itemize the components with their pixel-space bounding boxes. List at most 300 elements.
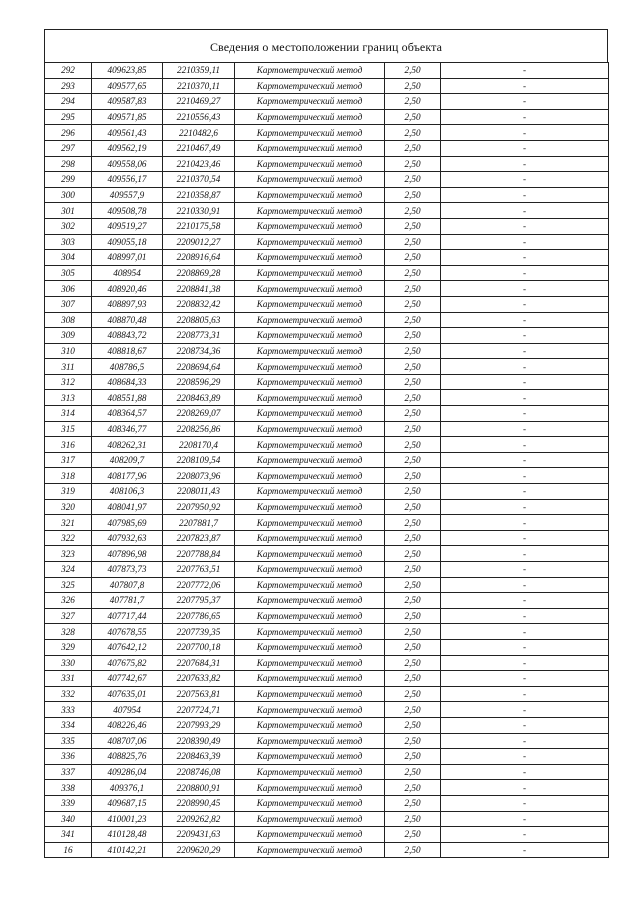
- cell-accuracy: 2,50: [385, 624, 441, 640]
- cell-y-coordinate: 2208832,42: [163, 296, 235, 312]
- cell-y-coordinate: 2210423,46: [163, 156, 235, 172]
- cell-accuracy: 2,50: [385, 421, 441, 437]
- table-row: [45, 234, 609, 250]
- cell-description: -: [441, 359, 609, 375]
- table-row: [45, 795, 609, 811]
- cell-x-coordinate: 408997,01: [92, 250, 163, 266]
- cell-point-number: 329: [45, 639, 92, 655]
- cell-point-number: 334: [45, 717, 92, 733]
- cell-method: Картометрический метод: [235, 218, 385, 234]
- cell-method: Картометрический метод: [235, 328, 385, 344]
- cell-x-coordinate: 409562,19: [92, 140, 163, 156]
- cell-y-coordinate: 2210370,11: [163, 78, 235, 94]
- cell-x-coordinate: 408825,76: [92, 749, 163, 765]
- cell-y-coordinate: 2209431,63: [163, 827, 235, 843]
- cell-y-coordinate: 2208800,91: [163, 780, 235, 796]
- cell-description: -: [441, 187, 609, 203]
- cell-method: Картометрический метод: [235, 842, 385, 858]
- cell-x-coordinate: 407781,7: [92, 593, 163, 609]
- cell-accuracy: 2,50: [385, 296, 441, 312]
- cell-method: Картометрический метод: [235, 639, 385, 655]
- cell-x-coordinate: 408954: [92, 265, 163, 281]
- cell-point-number: 300: [45, 187, 92, 203]
- table-row: [45, 437, 609, 453]
- cell-x-coordinate: 408818,67: [92, 343, 163, 359]
- cell-description: -: [441, 842, 609, 858]
- cell-description: -: [441, 203, 609, 219]
- cell-point-number: 302: [45, 218, 92, 234]
- cell-x-coordinate: 408786,5: [92, 359, 163, 375]
- cell-x-coordinate: 407635,01: [92, 686, 163, 702]
- cell-description: -: [441, 452, 609, 468]
- cell-point-number: 337: [45, 764, 92, 780]
- cell-y-coordinate: 2209620,29: [163, 842, 235, 858]
- cell-method: Картометрический метод: [235, 717, 385, 733]
- table-row: [45, 421, 609, 437]
- cell-y-coordinate: 2210469,27: [163, 94, 235, 110]
- cell-point-number: 331: [45, 671, 92, 687]
- cell-description: -: [441, 608, 609, 624]
- table-row: [45, 842, 609, 858]
- cell-y-coordinate: 2208073,96: [163, 468, 235, 484]
- cell-x-coordinate: 409587,83: [92, 94, 163, 110]
- cell-accuracy: 2,50: [385, 63, 441, 79]
- cell-method: Картометрический метод: [235, 608, 385, 624]
- table-row: [45, 156, 609, 172]
- cell-point-number: 325: [45, 577, 92, 593]
- cell-description: -: [441, 437, 609, 453]
- table-row: [45, 499, 609, 515]
- cell-accuracy: 2,50: [385, 499, 441, 515]
- cell-description: -: [441, 749, 609, 765]
- cell-x-coordinate: 409376,1: [92, 780, 163, 796]
- cell-description: -: [441, 374, 609, 390]
- cell-point-number: 309: [45, 328, 92, 344]
- cell-x-coordinate: 409286,04: [92, 764, 163, 780]
- cell-accuracy: 2,50: [385, 484, 441, 500]
- table-body: [45, 63, 609, 858]
- cell-description: -: [441, 702, 609, 718]
- cell-point-number: 292: [45, 63, 92, 79]
- cell-method: Картометрический метод: [235, 63, 385, 79]
- cell-description: -: [441, 795, 609, 811]
- cell-y-coordinate: 2209262,82: [163, 811, 235, 827]
- cell-y-coordinate: 2210482,6: [163, 125, 235, 141]
- table-row: [45, 764, 609, 780]
- cell-description: -: [441, 421, 609, 437]
- cell-y-coordinate: 2208463,89: [163, 390, 235, 406]
- table-row: [45, 639, 609, 655]
- cell-y-coordinate: 2207772,06: [163, 577, 235, 593]
- table-row: [45, 374, 609, 390]
- cell-accuracy: 2,50: [385, 125, 441, 141]
- cell-method: Картометрический метод: [235, 125, 385, 141]
- cell-method: Картометрический метод: [235, 530, 385, 546]
- cell-description: -: [441, 780, 609, 796]
- cell-x-coordinate: 408870,48: [92, 312, 163, 328]
- cell-y-coordinate: 2210370,54: [163, 172, 235, 188]
- cell-accuracy: 2,50: [385, 250, 441, 266]
- table-row: [45, 780, 609, 796]
- cell-accuracy: 2,50: [385, 562, 441, 578]
- table-row: [45, 203, 609, 219]
- cell-method: Картометрический метод: [235, 374, 385, 390]
- cell-point-number: 328: [45, 624, 92, 640]
- cell-y-coordinate: 2208170,4: [163, 437, 235, 453]
- cell-point-number: 298: [45, 156, 92, 172]
- cell-y-coordinate: 2208596,29: [163, 374, 235, 390]
- cell-x-coordinate: 409577,65: [92, 78, 163, 94]
- cell-accuracy: 2,50: [385, 359, 441, 375]
- cell-point-number: 317: [45, 452, 92, 468]
- table-row: [45, 359, 609, 375]
- cell-description: -: [441, 109, 609, 125]
- cell-x-coordinate: 407932,63: [92, 530, 163, 546]
- cell-y-coordinate: 2208773,31: [163, 328, 235, 344]
- table-row: [45, 406, 609, 422]
- cell-method: Картометрический метод: [235, 437, 385, 453]
- cell-x-coordinate: 408106,3: [92, 484, 163, 500]
- cell-method: Картометрический метод: [235, 390, 385, 406]
- table-row: [45, 702, 609, 718]
- cell-x-coordinate: 408262,31: [92, 437, 163, 453]
- cell-point-number: 321: [45, 515, 92, 531]
- cell-method: Картометрический метод: [235, 452, 385, 468]
- cell-y-coordinate: 2207763,51: [163, 562, 235, 578]
- cell-y-coordinate: 2208256,86: [163, 421, 235, 437]
- cell-description: -: [441, 218, 609, 234]
- cell-point-number: 332: [45, 686, 92, 702]
- cell-accuracy: 2,50: [385, 515, 441, 531]
- cell-y-coordinate: 2208734,36: [163, 343, 235, 359]
- cell-x-coordinate: 409519,27: [92, 218, 163, 234]
- table-row: [45, 686, 609, 702]
- table-row: [45, 187, 609, 203]
- cell-method: Картометрический метод: [235, 281, 385, 297]
- cell-description: -: [441, 94, 609, 110]
- cell-description: -: [441, 296, 609, 312]
- cell-description: -: [441, 468, 609, 484]
- cell-x-coordinate: 407678,55: [92, 624, 163, 640]
- cell-point-number: 318: [45, 468, 92, 484]
- cell-y-coordinate: 2208841,38: [163, 281, 235, 297]
- cell-y-coordinate: 2210556,43: [163, 109, 235, 125]
- cell-method: Картометрический метод: [235, 359, 385, 375]
- cell-method: Картометрический метод: [235, 546, 385, 562]
- cell-x-coordinate: 408920,46: [92, 281, 163, 297]
- cell-method: Картометрический метод: [235, 671, 385, 687]
- table-row: [45, 281, 609, 297]
- cell-method: Картометрический метод: [235, 593, 385, 609]
- table-row: [45, 172, 609, 188]
- cell-x-coordinate: 408041,97: [92, 499, 163, 515]
- cell-y-coordinate: 2208269,07: [163, 406, 235, 422]
- cell-y-coordinate: 2207993,29: [163, 717, 235, 733]
- cell-method: Картометрический метод: [235, 187, 385, 203]
- cell-accuracy: 2,50: [385, 234, 441, 250]
- cell-y-coordinate: 2208869,28: [163, 265, 235, 281]
- cell-y-coordinate: 2210358,87: [163, 187, 235, 203]
- cell-accuracy: 2,50: [385, 109, 441, 125]
- cell-accuracy: 2,50: [385, 702, 441, 718]
- cell-description: -: [441, 624, 609, 640]
- cell-method: Картометрический метод: [235, 702, 385, 718]
- table-row: [45, 140, 609, 156]
- cell-point-number: 320: [45, 499, 92, 515]
- cell-point-number: 306: [45, 281, 92, 297]
- cell-accuracy: 2,50: [385, 312, 441, 328]
- cell-y-coordinate: 2207563,81: [163, 686, 235, 702]
- cell-point-number: 313: [45, 390, 92, 406]
- table-row: [45, 577, 609, 593]
- cell-y-coordinate: 2207950,92: [163, 499, 235, 515]
- cell-method: Картометрический метод: [235, 343, 385, 359]
- cell-y-coordinate: 2208694,64: [163, 359, 235, 375]
- cell-accuracy: 2,50: [385, 827, 441, 843]
- cell-accuracy: 2,50: [385, 717, 441, 733]
- cell-y-coordinate: 2208463,39: [163, 749, 235, 765]
- cell-description: -: [441, 406, 609, 422]
- table-row: [45, 749, 609, 765]
- cell-method: Картометрический метод: [235, 406, 385, 422]
- cell-point-number: 297: [45, 140, 92, 156]
- cell-method: Картометрический метод: [235, 686, 385, 702]
- cell-x-coordinate: 409557,9: [92, 187, 163, 203]
- cell-x-coordinate: 409055,18: [92, 234, 163, 250]
- cell-y-coordinate: 2207881,7: [163, 515, 235, 531]
- cell-point-number: 324: [45, 562, 92, 578]
- cell-point-number: 304: [45, 250, 92, 266]
- table-row: [45, 624, 609, 640]
- cell-y-coordinate: 2207633,82: [163, 671, 235, 687]
- table-row: [45, 390, 609, 406]
- table-row: [45, 250, 609, 266]
- cell-description: -: [441, 562, 609, 578]
- cell-point-number: 323: [45, 546, 92, 562]
- cell-description: -: [441, 328, 609, 344]
- table-row: [45, 484, 609, 500]
- cell-x-coordinate: 408346,77: [92, 421, 163, 437]
- cell-y-coordinate: 2209012,27: [163, 234, 235, 250]
- cell-point-number: 296: [45, 125, 92, 141]
- cell-accuracy: 2,50: [385, 203, 441, 219]
- cell-description: -: [441, 250, 609, 266]
- cell-x-coordinate: 408177,96: [92, 468, 163, 484]
- cell-accuracy: 2,50: [385, 78, 441, 94]
- cell-accuracy: 2,50: [385, 811, 441, 827]
- cell-accuracy: 2,50: [385, 437, 441, 453]
- cell-x-coordinate: 408684,33: [92, 374, 163, 390]
- cell-y-coordinate: 2207823,87: [163, 530, 235, 546]
- cell-description: -: [441, 281, 609, 297]
- cell-x-coordinate: 408364,57: [92, 406, 163, 422]
- cell-x-coordinate: 407742,67: [92, 671, 163, 687]
- cell-point-number: 305: [45, 265, 92, 281]
- cell-accuracy: 2,50: [385, 172, 441, 188]
- cell-method: Картометрический метод: [235, 827, 385, 843]
- cell-x-coordinate: 407873,73: [92, 562, 163, 578]
- table-row: [45, 671, 609, 687]
- cell-description: -: [441, 234, 609, 250]
- cell-description: -: [441, 530, 609, 546]
- cell-point-number: 333: [45, 702, 92, 718]
- cell-accuracy: 2,50: [385, 546, 441, 562]
- cell-method: Картометрический метод: [235, 515, 385, 531]
- cell-accuracy: 2,50: [385, 406, 441, 422]
- cell-method: Картометрический метод: [235, 749, 385, 765]
- cell-method: Картометрический метод: [235, 94, 385, 110]
- cell-description: -: [441, 78, 609, 94]
- cell-method: Картометрический метод: [235, 811, 385, 827]
- cell-description: -: [441, 811, 609, 827]
- cell-description: -: [441, 499, 609, 515]
- cell-point-number: 303: [45, 234, 92, 250]
- cell-accuracy: 2,50: [385, 686, 441, 702]
- table-row: [45, 452, 609, 468]
- cell-point-number: 295: [45, 109, 92, 125]
- table-row: [45, 811, 609, 827]
- cell-point-number: 339: [45, 795, 92, 811]
- cell-x-coordinate: 410142,21: [92, 842, 163, 858]
- cell-method: Картометрический метод: [235, 795, 385, 811]
- cell-x-coordinate: 407717,44: [92, 608, 163, 624]
- cell-description: -: [441, 655, 609, 671]
- cell-method: Картометрический метод: [235, 109, 385, 125]
- cell-point-number: 16: [45, 842, 92, 858]
- cell-point-number: 316: [45, 437, 92, 453]
- cell-x-coordinate: 407985,69: [92, 515, 163, 531]
- cell-y-coordinate: 2207700,18: [163, 639, 235, 655]
- cell-accuracy: 2,50: [385, 733, 441, 749]
- cell-point-number: 310: [45, 343, 92, 359]
- cell-point-number: 340: [45, 811, 92, 827]
- cell-accuracy: 2,50: [385, 530, 441, 546]
- boundary-table: [44, 62, 609, 858]
- table-row: [45, 655, 609, 671]
- cell-accuracy: 2,50: [385, 94, 441, 110]
- cell-point-number: 312: [45, 374, 92, 390]
- cell-description: -: [441, 265, 609, 281]
- table-row: [45, 515, 609, 531]
- cell-y-coordinate: 2207795,37: [163, 593, 235, 609]
- table-row: [45, 562, 609, 578]
- cell-y-coordinate: 2208109,54: [163, 452, 235, 468]
- table-row: [45, 218, 609, 234]
- cell-accuracy: 2,50: [385, 468, 441, 484]
- cell-point-number: 336: [45, 749, 92, 765]
- cell-accuracy: 2,50: [385, 593, 441, 609]
- cell-point-number: 311: [45, 359, 92, 375]
- cell-y-coordinate: 2207724,71: [163, 702, 235, 718]
- cell-method: Картометрический метод: [235, 265, 385, 281]
- cell-y-coordinate: 2208916,64: [163, 250, 235, 266]
- cell-accuracy: 2,50: [385, 452, 441, 468]
- cell-y-coordinate: 2208746,08: [163, 764, 235, 780]
- cell-x-coordinate: 409561,43: [92, 125, 163, 141]
- cell-method: Картометрический метод: [235, 296, 385, 312]
- cell-x-coordinate: 408897,93: [92, 296, 163, 312]
- table-row: [45, 546, 609, 562]
- cell-accuracy: 2,50: [385, 671, 441, 687]
- table-row: [45, 312, 609, 328]
- table-row: [45, 530, 609, 546]
- cell-y-coordinate: 2207788,84: [163, 546, 235, 562]
- cell-y-coordinate: 2210467,49: [163, 140, 235, 156]
- cell-method: Картометрический метод: [235, 172, 385, 188]
- cell-method: Картометрический метод: [235, 780, 385, 796]
- cell-point-number: 293: [45, 78, 92, 94]
- cell-description: -: [441, 577, 609, 593]
- cell-description: -: [441, 63, 609, 79]
- cell-description: -: [441, 546, 609, 562]
- cell-accuracy: 2,50: [385, 156, 441, 172]
- cell-x-coordinate: 409508,78: [92, 203, 163, 219]
- cell-method: Картометрический метод: [235, 234, 385, 250]
- table-row: [45, 593, 609, 609]
- cell-x-coordinate: 408551,88: [92, 390, 163, 406]
- cell-description: -: [441, 593, 609, 609]
- cell-x-coordinate: 409571,85: [92, 109, 163, 125]
- cell-description: -: [441, 717, 609, 733]
- table-row: [45, 265, 609, 281]
- cell-point-number: 299: [45, 172, 92, 188]
- cell-point-number: 307: [45, 296, 92, 312]
- cell-description: -: [441, 156, 609, 172]
- cell-description: -: [441, 733, 609, 749]
- cell-point-number: 308: [45, 312, 92, 328]
- cell-accuracy: 2,50: [385, 764, 441, 780]
- cell-accuracy: 2,50: [385, 281, 441, 297]
- cell-y-coordinate: 2210175,58: [163, 218, 235, 234]
- cell-x-coordinate: 407896,98: [92, 546, 163, 562]
- cell-y-coordinate: 2210359,11: [163, 63, 235, 79]
- cell-accuracy: 2,50: [385, 577, 441, 593]
- cell-accuracy: 2,50: [385, 749, 441, 765]
- cell-point-number: 330: [45, 655, 92, 671]
- cell-y-coordinate: 2207786,65: [163, 608, 235, 624]
- table-row: [45, 468, 609, 484]
- cell-accuracy: 2,50: [385, 795, 441, 811]
- cell-accuracy: 2,50: [385, 187, 441, 203]
- cell-y-coordinate: 2208011,43: [163, 484, 235, 500]
- cell-method: Картометрический метод: [235, 733, 385, 749]
- cell-method: Картометрический метод: [235, 562, 385, 578]
- cell-point-number: 301: [45, 203, 92, 219]
- cell-point-number: 327: [45, 608, 92, 624]
- table-row: [45, 63, 609, 79]
- cell-x-coordinate: 409556,17: [92, 172, 163, 188]
- cell-method: Картометрический метод: [235, 78, 385, 94]
- table-row: [45, 717, 609, 733]
- cell-accuracy: 2,50: [385, 780, 441, 796]
- cell-point-number: 341: [45, 827, 92, 843]
- cell-x-coordinate: 408843,72: [92, 328, 163, 344]
- cell-method: Картометрический метод: [235, 156, 385, 172]
- cell-y-coordinate: 2208805,63: [163, 312, 235, 328]
- cell-method: Картометрический метод: [235, 764, 385, 780]
- table-row: [45, 608, 609, 624]
- cell-y-coordinate: 2207739,35: [163, 624, 235, 640]
- cell-point-number: 294: [45, 94, 92, 110]
- cell-y-coordinate: 2210330,91: [163, 203, 235, 219]
- cell-description: -: [441, 140, 609, 156]
- cell-accuracy: 2,50: [385, 140, 441, 156]
- cell-description: -: [441, 639, 609, 655]
- cell-description: -: [441, 515, 609, 531]
- table-row: [45, 94, 609, 110]
- cell-accuracy: 2,50: [385, 265, 441, 281]
- cell-y-coordinate: 2207684,31: [163, 655, 235, 671]
